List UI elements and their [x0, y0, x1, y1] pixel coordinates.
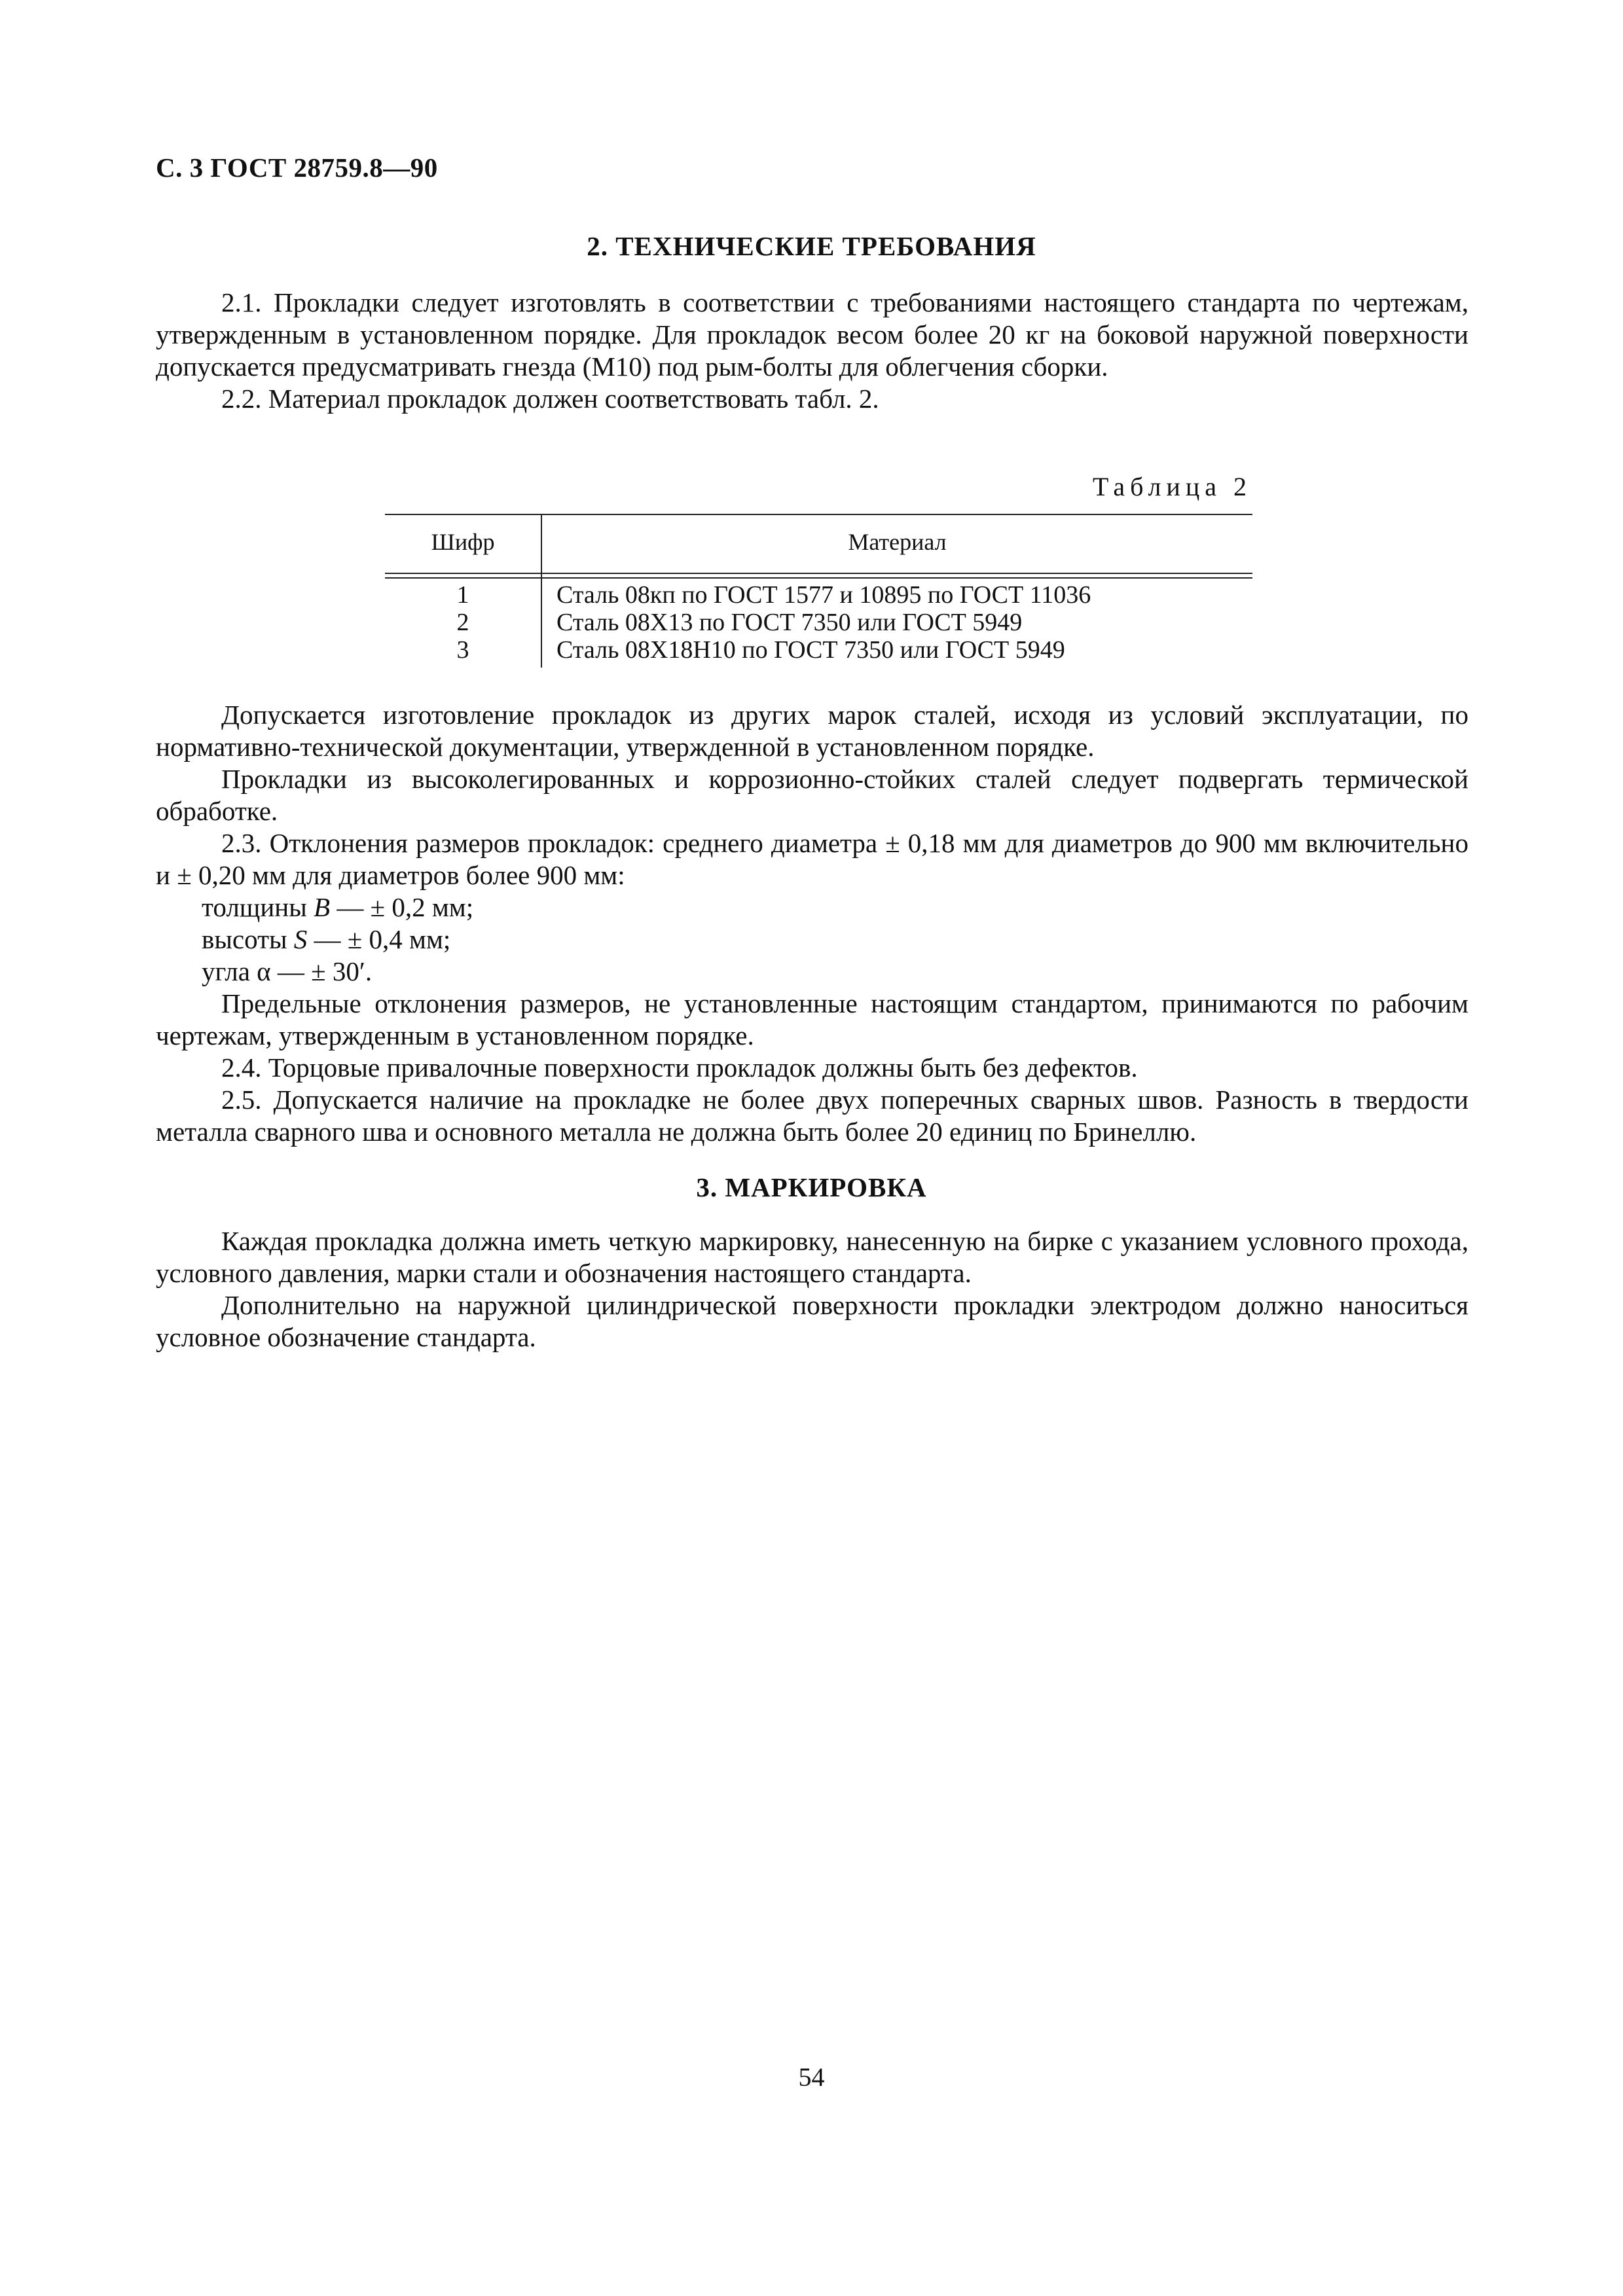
column-header-material: Материал — [848, 529, 947, 555]
section-2-body — [156, 287, 1468, 415]
paragraph-2-4: 2.4. Торцовые привалочные поверхности прокладок должны быть без дефектов. — [221, 1052, 1138, 1083]
table-cell-code: 1 — [456, 581, 469, 609]
table-header-rule — [385, 573, 1252, 574]
table-cell-code: 2 — [456, 609, 469, 636]
paragraph-marking: Каждая прокладка должна иметь четкую маркировку, нанесенную на бирке с указанием условного прохода, условного давления, марки стали и обозначения настоящего стандарта. — [156, 1226, 1468, 1288]
paragraph-other-steels: Допускается изготовление прокладок из других марок сталей, исходя из условий эксплуатации, по нормативно-технической документации, утвержденной в установленном порядке. — [156, 700, 1468, 762]
tolerance-height — [156, 924, 1468, 956]
tolerance-height-value: — ± 0,4 мм; — [307, 924, 451, 954]
section-2-title: 2. ТЕХНИЧЕСКИЕ ТРЕБОВАНИЯ — [587, 231, 1036, 261]
table-header-rule-double — [385, 577, 1252, 579]
variable-s: S — [293, 924, 308, 954]
paragraph-2-2: 2.2. Материал прокладок должен соответствовать табл. 2. — [221, 384, 879, 414]
section-3-title: 3. МАРКИРОВКА — [696, 1172, 927, 1202]
paragraph-2-3: 2.3. Отклонения размеров прокладок: среднего диаметра ± 0,18 мм для диаметров до 900 мм включительно и ± 0,20 мм для диаметров более 900 мм: — [156, 828, 1468, 890]
table-cell-code: 3 — [456, 636, 469, 664]
code-column — [385, 581, 541, 664]
tolerance-height-label: высоты — [202, 924, 294, 954]
table-cell-material: Сталь 08Х18Н10 по ГОСТ 7350 или ГОСТ 5949 — [556, 636, 1065, 664]
page-number: 54 — [798, 2062, 825, 2092]
table-cell-material: Сталь 08Х13 по ГОСТ 7350 или ГОСТ 5949 — [556, 609, 1023, 636]
section-3-body — [156, 1225, 1468, 1354]
table-caption: Таблица 2 — [1092, 472, 1252, 501]
paragraph-2-1: 2.1. Прокладки следует изготовлять в соответствии с требованиями настоящего стандарта по чертежам, утвержденным в установленном порядке. Для прокладок весом более 20 кг на боковой наружной поверхности допускается предусматривать гнезда (М10) под рым-болты для облегчения сборки. — [156, 287, 1468, 382]
paragraph-limit-deviations: Предельные отклонения размеров, не установленные настоящим стандартом, принимаются по рабочим чертежам, утвержденным в установленном порядке. — [156, 988, 1468, 1050]
variable-b: B — [314, 892, 331, 922]
tolerance-angle: угла α — ± 30′. — [202, 956, 373, 986]
table-top-rule — [385, 514, 1252, 515]
table-cell-material: Сталь 08кп по ГОСТ 1577 и 10895 по ГОСТ 11036 — [556, 581, 1091, 609]
tolerance-thickness-label: толщины — [202, 892, 314, 922]
tolerance-thickness — [156, 891, 1468, 924]
material-column — [556, 581, 1250, 664]
document-header: С. 3 ГОСТ 28759.8—90 — [156, 152, 438, 183]
column-header-code: Шифр — [431, 529, 495, 555]
paragraph-2-5: 2.5. Допускается наличие на прокладке не более двух поперечных сварных швов. Разность в твердости металла сварного шва и основного металла не должна быть более 20 единиц по Бринеллю. — [156, 1085, 1468, 1147]
paragraph-marking-additional: Дополнительно на наружной цилиндрической поверхности прокладки электродом должно наноситься условное обозначение стандарта. — [156, 1290, 1468, 1352]
tolerance-thickness-value: — ± 0,2 мм; — [330, 892, 474, 922]
paragraph-heat-treatment: Прокладки из высоколегированных и коррозионно-стойких сталей следует подвергать термической обработке. — [156, 764, 1468, 826]
section-2-continued — [156, 699, 1468, 1148]
materials-table — [385, 514, 1252, 668]
